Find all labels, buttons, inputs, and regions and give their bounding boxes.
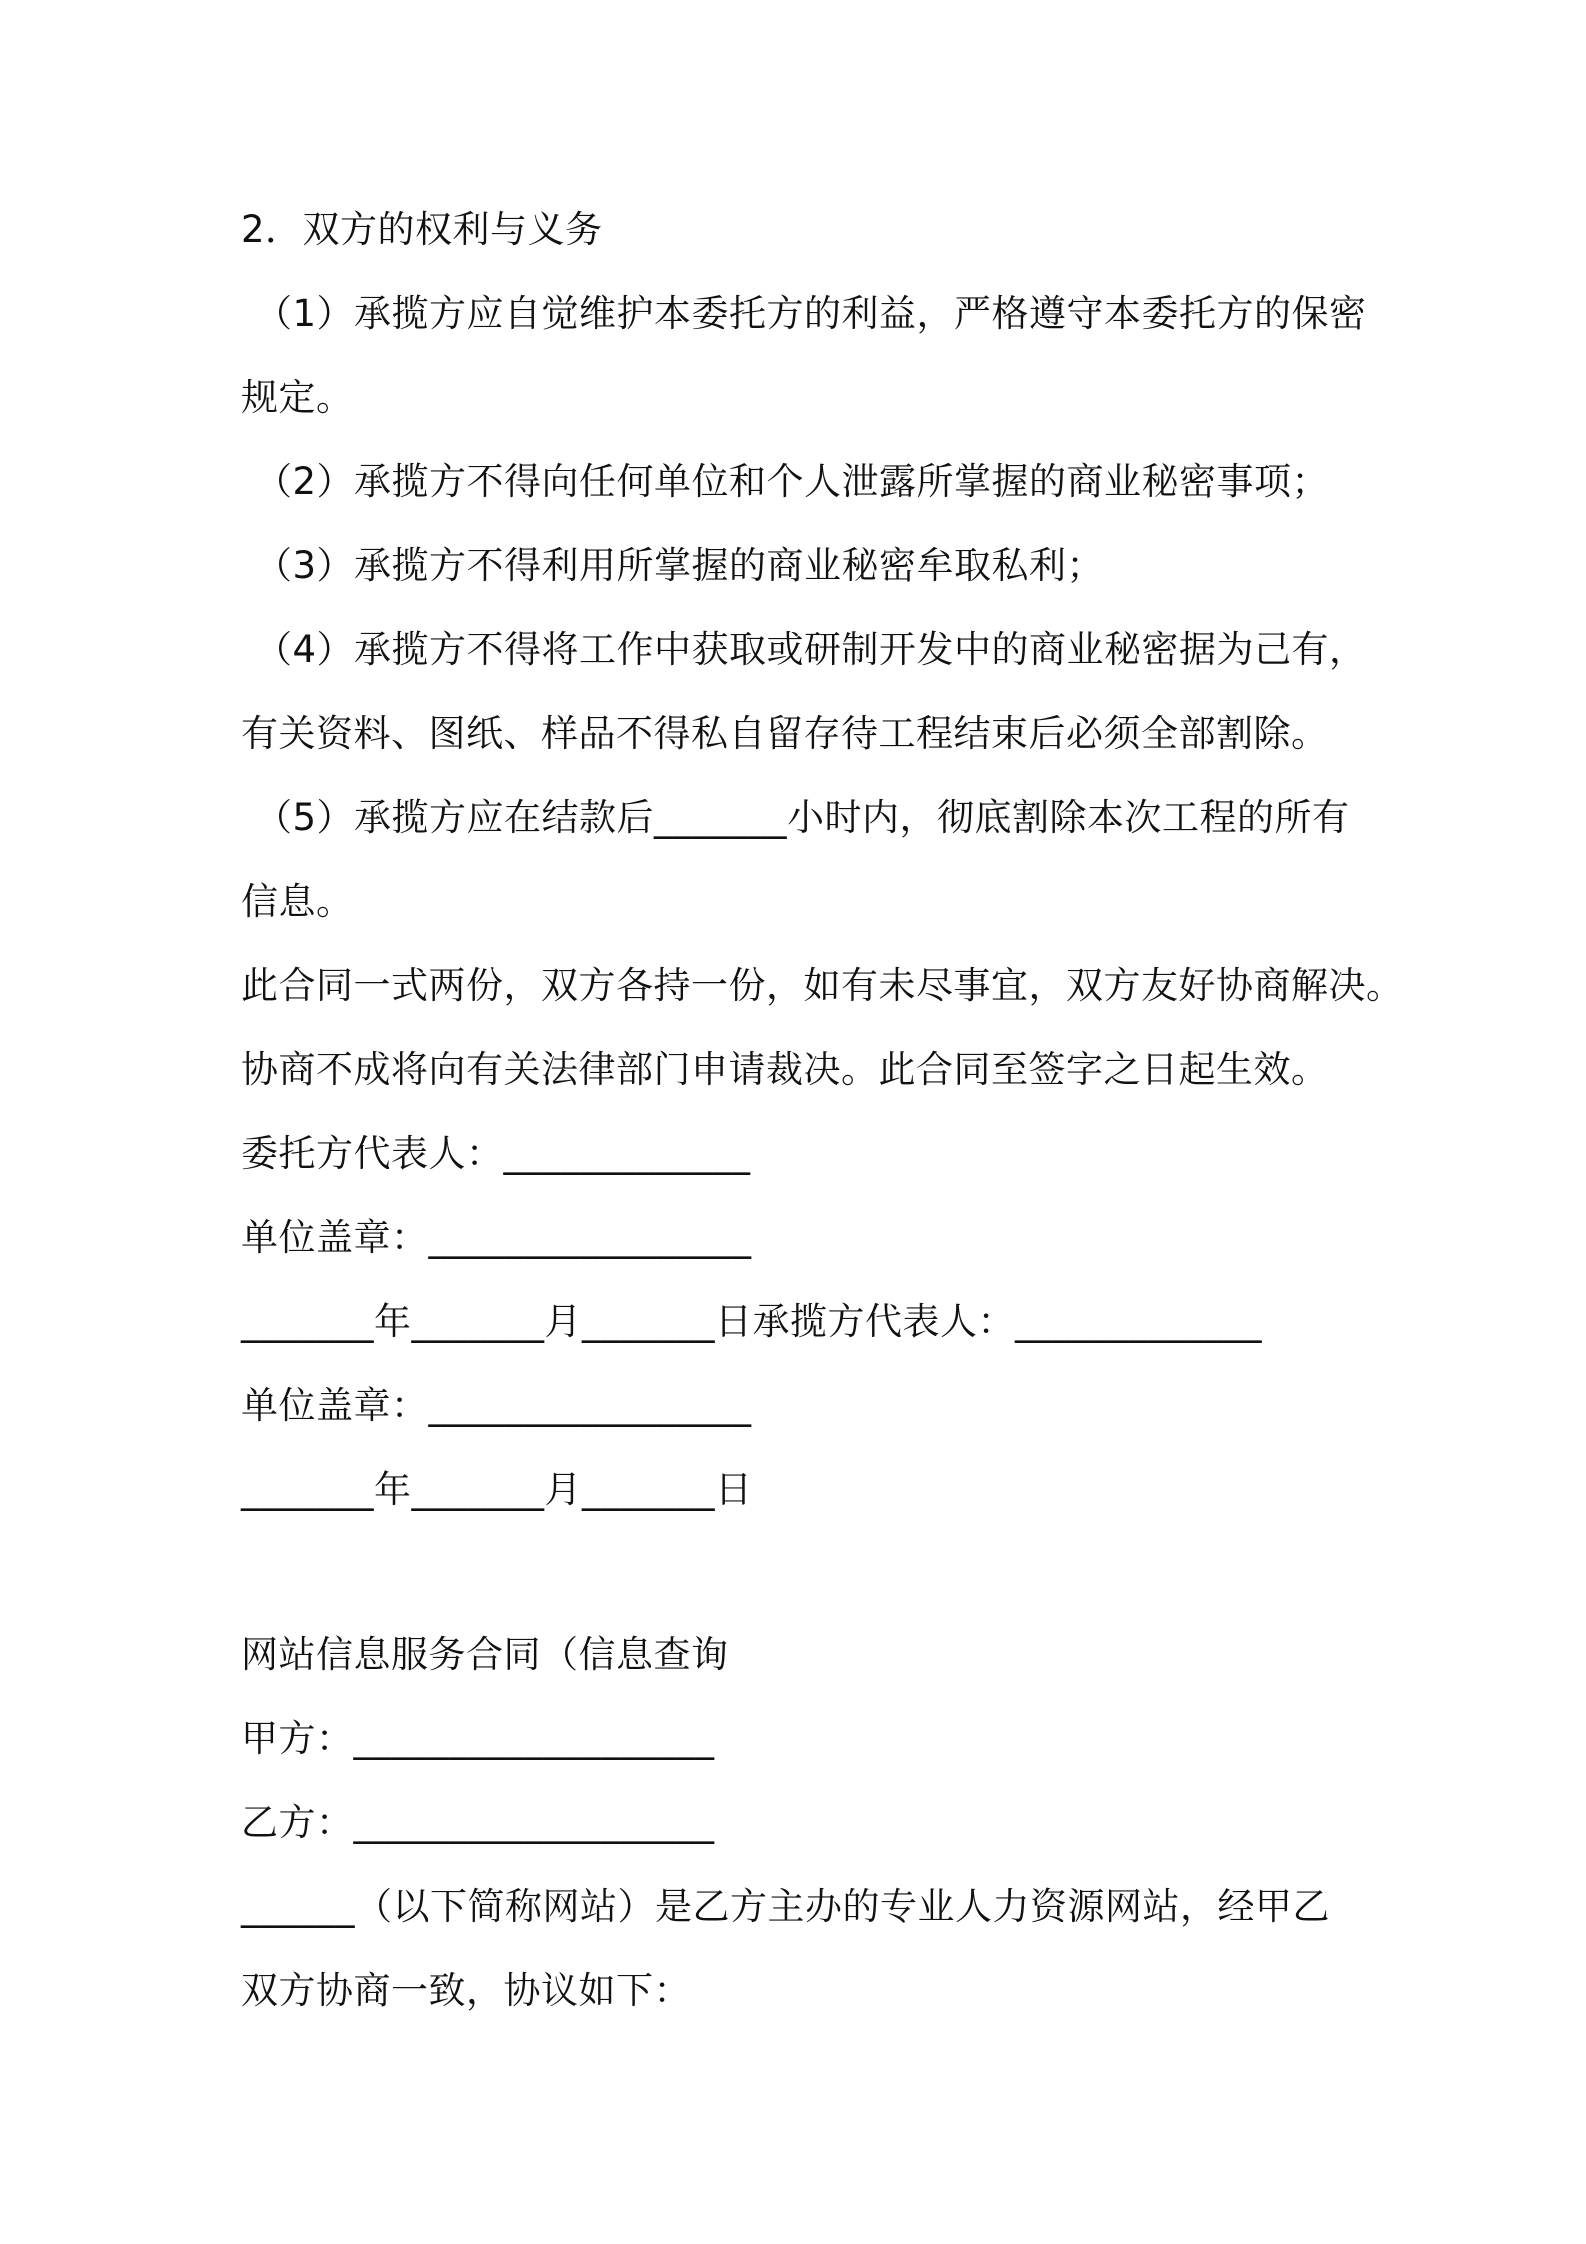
clause-3: （3）承揽方不得利用所掌握的商业秘密牟取私利； (255, 544, 1105, 587)
clause-1-line-2: 规定。 (241, 376, 354, 419)
section-heading: 2．双方的权利与义务 (241, 208, 603, 251)
intro-line-1: ______（以下简称网站）是乙方主办的专业人力资源网站，经甲乙 (241, 1885, 1330, 1928)
party-a: 甲方：___________________ (241, 1717, 715, 1760)
contract-2-title: 网站信息服务合同（信息查询 (241, 1633, 729, 1676)
clause-5-line-2: 信息。 (241, 880, 354, 923)
clause-1-line-1: （1）承揽方应自觉维护本委托方的利益，严格遵守本委托方的保密 (255, 292, 1367, 335)
date-line-2: _______年_______月_______日 (241, 1468, 753, 1511)
seal-line-2: 单位盖章：_________________ (241, 1384, 752, 1427)
clause-4-line-2: 有关资料、图纸、样品不得私自留存待工程结束后必须全部割除。 (241, 712, 1329, 755)
closing-line-1: 此合同一式两份，双方各持一份，如有未尽事宜，双方友好协商解决。 (241, 964, 1404, 1007)
party-b: 乙方：___________________ (241, 1801, 715, 1844)
date-contractor-line: _______年_______月_______日承揽方代表人：_____________ (241, 1300, 1262, 1343)
clause-5-line-1: （5）承揽方应在结款后_______小时内，彻底割除本次工程的所有 (255, 796, 1350, 839)
principal-representative: 委托方代表人：_____________ (241, 1132, 751, 1175)
clause-2: （2）承揽方不得向任何单位和个人泄露所掌握的商业秘密事项； (255, 460, 1330, 503)
clause-4-line-1: （4）承揽方不得将工作中获取或研制开发中的商业秘密据为己有， (255, 628, 1367, 671)
closing-line-2: 协商不成将向有关法律部门申请裁决。此合同至签字之日起生效。 (241, 1048, 1329, 1091)
seal-line-1: 单位盖章：_________________ (241, 1216, 752, 1259)
intro-line-2: 双方协商一致，协议如下： (241, 1969, 691, 2012)
